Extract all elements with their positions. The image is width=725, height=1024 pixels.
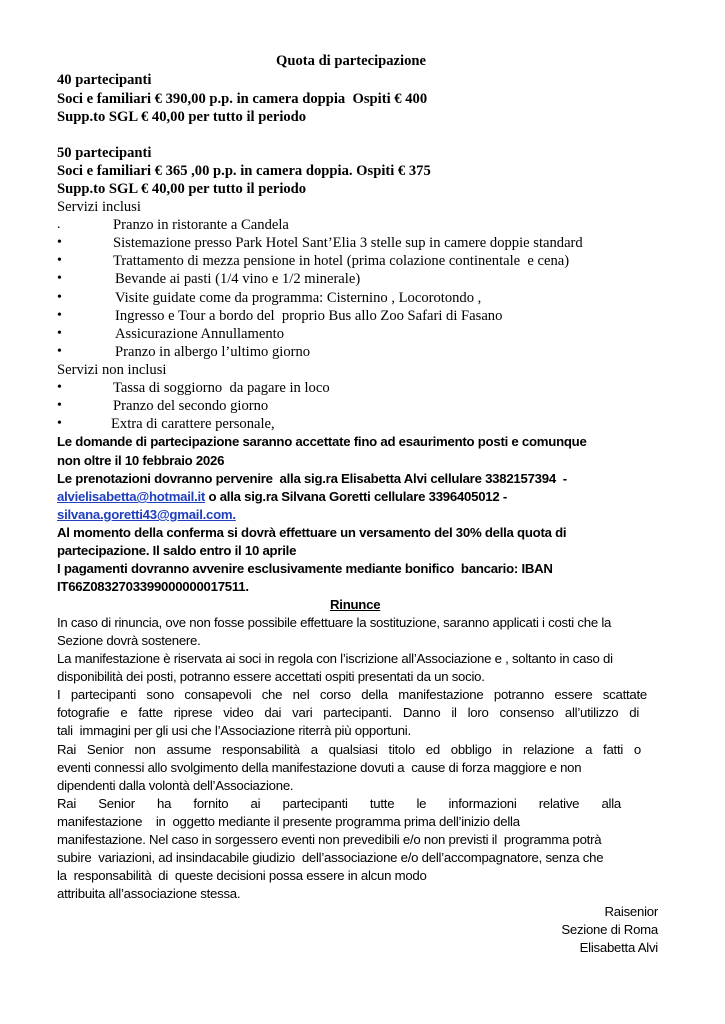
pricing-group-40: 40 partecipanti bbox=[57, 72, 152, 88]
bullet-marker: • bbox=[57, 380, 62, 395]
signature-section: Sezione di Roma bbox=[561, 922, 658, 937]
bullet-marker: • bbox=[57, 235, 62, 250]
bullet-marker: • bbox=[57, 253, 62, 268]
rinunce-line: Rai Senior ha fornito ai partecipanti tutte le informazioni relative alla bbox=[57, 796, 621, 811]
deposit-line-1: Al momento della conferma si dovrà effettuare un versamento del 30% della quota di bbox=[57, 525, 567, 540]
contact-line-3 bbox=[57, 507, 236, 522]
pricing-group-50: 50 partecipanti bbox=[57, 145, 152, 161]
page-title: Quota di partecipazione bbox=[276, 53, 426, 69]
rinunce-line: subire variazioni, ad insindacabile giudizio dell’associazione e/o dell’accompagnatore, senza che bbox=[57, 850, 604, 865]
included-item: Trattamento di mezza pensione in hotel (prima colazione continentale e cena) bbox=[113, 253, 570, 269]
iban: IT66Z0832703399000000017511. bbox=[57, 579, 249, 594]
pricing-line-50: Soci e familiari € 365 ,00 p.p. in camera doppia. Ospiti € 375 bbox=[57, 163, 431, 179]
included-heading: Servizi inclusi bbox=[57, 199, 141, 215]
rinunce-line: manifestazione in oggetto mediante il presente programma prima dell’inizio della bbox=[57, 814, 520, 829]
deadline-line-2: non oltre il 10 febbraio 2026 bbox=[57, 453, 225, 468]
payment-line: I pagamenti dovranno avvenire esclusivamente mediante bonifico bancario: IBAN bbox=[57, 561, 553, 576]
bullet-marker: • bbox=[57, 290, 62, 305]
contact-line-1: Le prenotazioni dovranno pervenire alla sig.ra Elisabetta Alvi cellulare 3382157394 - bbox=[57, 471, 567, 486]
bullet-marker: • bbox=[57, 416, 62, 431]
email-link-goretti[interactable]: silvana.goretti43@gmail.com. bbox=[57, 507, 236, 522]
rinunce-line: dipendenti dalla volontà dell’Associazione. bbox=[57, 778, 294, 793]
rinunce-line: la responsabilità di queste decisioni possa essere in alcun modo bbox=[57, 868, 427, 883]
deposit-line-2: partecipazione. Il saldo entro il 10 aprile bbox=[57, 543, 297, 558]
not-included-item: Tassa di soggiorno da pagare in loco bbox=[113, 380, 330, 396]
supplement-50: Supp.to SGL € 40,00 per tutto il periodo bbox=[57, 181, 307, 197]
bullet-marker: • bbox=[57, 398, 62, 413]
rinunce-line: In caso di rinuncia, ove non fosse possibile effettuare la sostituzione, saranno applicati i costi che la bbox=[57, 615, 612, 630]
rinunce-line: Sezione dovrà sostenere. bbox=[57, 633, 201, 648]
bullet-marker: • bbox=[57, 308, 62, 323]
rinunce-line: La manifestazione è riservata ai soci in regola con l’iscrizione all’Associazione e , soltanto in caso di bbox=[57, 651, 613, 666]
contact-line-2-text: o alla sig.ra Silvana Goretti cellulare 3396405012 - bbox=[205, 489, 508, 504]
deadline-line-1: Le domande di partecipazione saranno accettate fino ad esaurimento posti e comunque bbox=[57, 434, 587, 449]
included-item: Ingresso e Tour a bordo del proprio Bus allo Zoo Safari di Fasano bbox=[115, 308, 503, 324]
rinunce-line: fotografie e fatte riprese video dai vari partecipanti. Danno il loro consenso all’utilizzo di bbox=[57, 705, 639, 720]
rinunce-line: I partecipanti sono consapevoli che nel corso della manifestazione potranno essere scattate bbox=[57, 687, 647, 702]
included-item: Sistemazione presso Park Hotel Sant’Elia 3 stelle sup in camere doppie standard bbox=[113, 235, 583, 251]
included-item: Bevande ai pasti (1/4 vino e 1/2 minerale) bbox=[115, 271, 361, 287]
bullet-marker: • bbox=[57, 326, 62, 341]
not-included-heading: Servizi non inclusi bbox=[57, 362, 167, 378]
bullet-marker: • bbox=[57, 271, 62, 286]
rinunce-line: Rai Senior non assume responsabilità a qualsiasi titolo ed obbligo in relazione a fatti o bbox=[57, 742, 641, 757]
included-item: Pranzo in albergo l’ultimo giorno bbox=[115, 344, 311, 360]
bullet-marker: • bbox=[57, 344, 62, 359]
rinunce-line: eventi connessi allo svolgimento della manifestazione dovuti a cause di forza maggiore e non bbox=[57, 760, 582, 775]
pricing-line-40: Soci e familiari € 390,00 p.p. in camera doppia Ospiti € 400 bbox=[57, 91, 428, 107]
signature-name: Elisabetta Alvi bbox=[579, 940, 658, 955]
rinunce-line: manifestazione. Nel caso in sorgessero eventi non prevedibili e/o non previsti il programma potrà bbox=[57, 832, 602, 847]
not-included-item: Pranzo del secondo giorno bbox=[113, 398, 269, 414]
included-item: Assicurazione Annullamento bbox=[115, 326, 285, 342]
supplement-40: Supp.to SGL € 40,00 per tutto il periodo bbox=[57, 109, 307, 125]
included-item: Visite guidate come da programma: Cisternino , Locorotondo , bbox=[115, 290, 482, 306]
not-included-item: Extra di carattere personale, bbox=[111, 416, 275, 432]
email-link-alvi[interactable]: alvielisabetta@hotmail.it bbox=[57, 489, 206, 504]
included-item: Pranzo in ristorante a Candela bbox=[113, 217, 289, 233]
contact-line-2 bbox=[57, 489, 507, 504]
rinunce-heading: Rinunce bbox=[330, 597, 381, 612]
rinunce-line: disponibilità dei posti, potranno essere accettati ospiti presentati da un socio. bbox=[57, 669, 485, 684]
rinunce-line: attribuita all’associazione stessa. bbox=[57, 886, 241, 901]
rinunce-line: tali immagini per gli usi che l’Associazione riterrà più opportuni. bbox=[57, 723, 411, 738]
signature-org: Raisenior bbox=[604, 904, 658, 919]
bullet-marker: . bbox=[57, 217, 61, 232]
